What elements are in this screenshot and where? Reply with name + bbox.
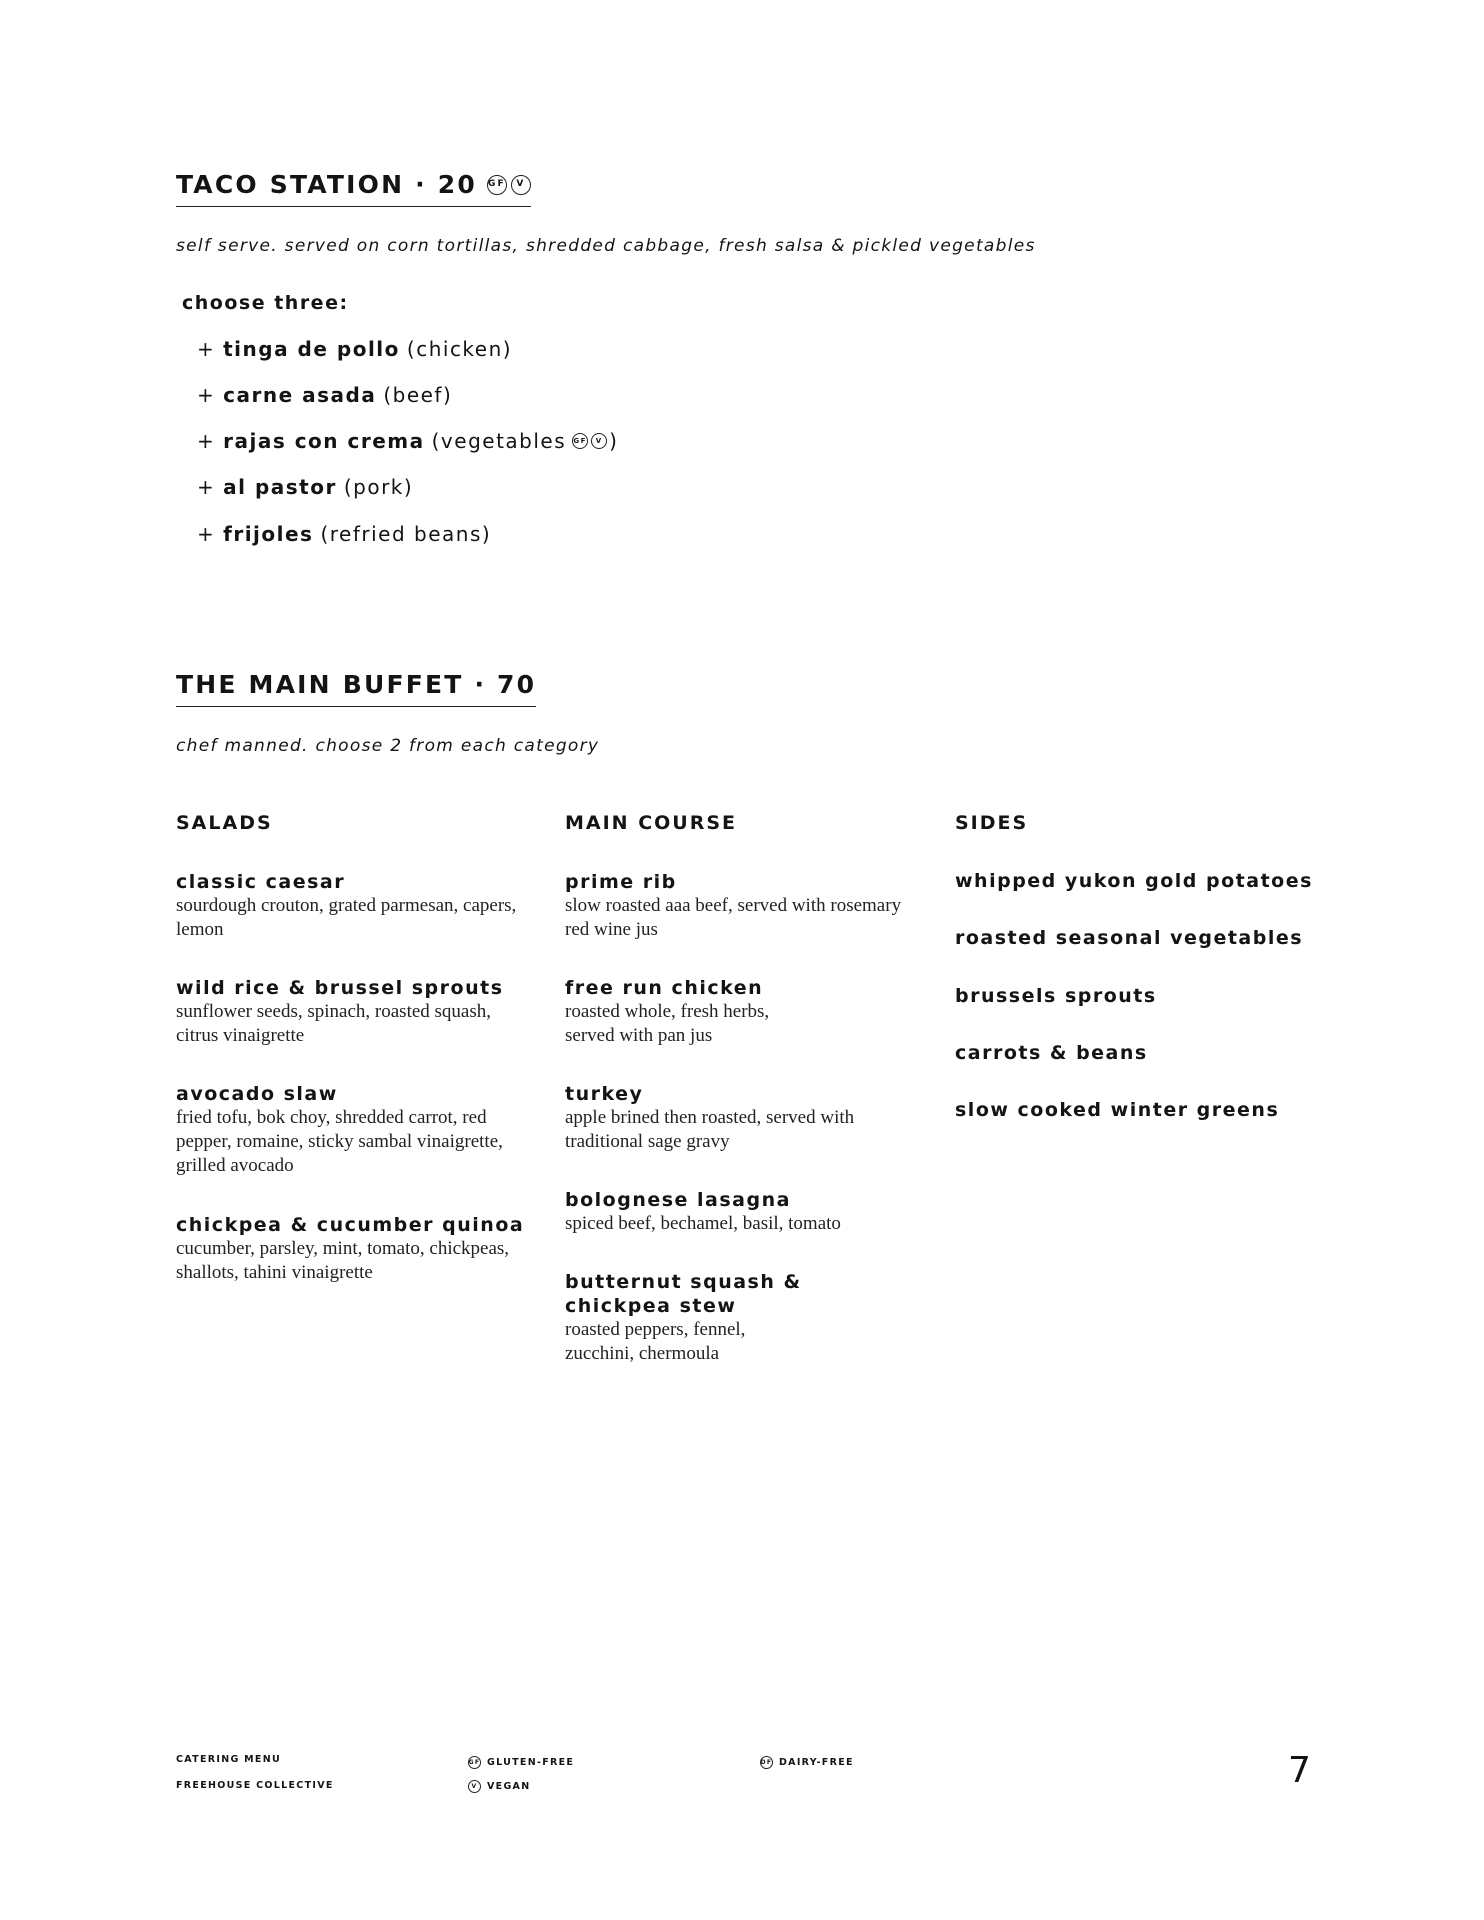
- vegan-icon: V: [511, 175, 531, 195]
- dish-description: fried tofu, bok choy, shredded carrot, red pepper, romaine, sticky sambal vinaigrette, grilled avocado: [176, 1107, 503, 1176]
- taco-option: [197, 383, 452, 407]
- dish-name: chickpea & cucumber quinoa: [176, 1214, 525, 1236]
- option-prefix: +: [197, 522, 216, 546]
- legend-label: VEGAN: [487, 1781, 531, 1792]
- sides-heading: SIDES: [955, 812, 1029, 834]
- salad-item: [176, 976, 536, 1048]
- option-extra: [432, 429, 619, 453]
- option-name: rajas con crema: [223, 429, 425, 453]
- choose-label: choose three:: [182, 292, 349, 314]
- main-course-item: [565, 1188, 925, 1236]
- dairy-free-icon: DF: [760, 1756, 773, 1769]
- dish-description: slow roasted aaa beef, served with rosemary red wine jus: [565, 895, 902, 940]
- main-buffet-title: THE MAIN BUFFET · 70: [176, 670, 537, 699]
- dish-name: bolognese lasagna: [565, 1189, 791, 1211]
- taco-station-title: TACO STATION · 20: [176, 170, 477, 199]
- taco-option: [197, 522, 491, 546]
- option-name: tinga de pollo: [223, 337, 400, 361]
- dish-name: free run chicken: [565, 977, 764, 999]
- dish-description: sourdough crouton, grated parmesan, capers, lemon: [176, 895, 517, 940]
- main-buffet-subtitle: chef manned. choose 2 from each category: [176, 736, 600, 756]
- side-item: brussels sprouts: [955, 985, 1157, 1007]
- vegan-icon: V: [591, 433, 607, 449]
- dish-description: cucumber, parsley, mint, tomato, chickpeas, shallots, tahini vinaigrette: [176, 1238, 510, 1283]
- taco-option: [197, 429, 618, 453]
- dish-description: sunflower seeds, spinach, roasted squash, citrus vinaigrette: [176, 1001, 492, 1046]
- gluten-free-icon: GF: [572, 433, 588, 449]
- option-extra: (beef): [383, 383, 453, 407]
- page-number: 7: [1288, 1750, 1311, 1791]
- dish-name: turkey: [565, 1083, 644, 1105]
- option-prefix: +: [197, 475, 216, 499]
- option-prefix: +: [197, 383, 216, 407]
- dish-description: roasted peppers, fennel, zucchini, chermoula: [565, 1319, 746, 1364]
- vegan-icon: V: [468, 1780, 481, 1793]
- salad-item: [176, 870, 536, 942]
- salad-item: [176, 1213, 536, 1285]
- legend-label: GLUTEN-FREE: [487, 1757, 575, 1768]
- dish-name: wild rice & brussel sprouts: [176, 977, 504, 999]
- legend-dairy-free: [760, 1756, 854, 1769]
- main-buffet-heading: [176, 670, 536, 707]
- option-prefix: +: [197, 337, 216, 361]
- gluten-free-icon: GF: [468, 1756, 481, 1769]
- footer-company-name: FREEHOUSE COLLECTIVE: [176, 1780, 334, 1791]
- dish-name: prime rib: [565, 871, 677, 893]
- option-extra-text: (vegetables: [431, 429, 567, 453]
- side-item: carrots & beans: [955, 1042, 1148, 1064]
- main-course-heading: MAIN COURSE: [565, 812, 738, 834]
- dish-description: roasted whole, fresh herbs, served with pan jus: [565, 1001, 770, 1046]
- option-extra: (refried beans): [320, 522, 492, 546]
- legend-label: DAIRY-FREE: [779, 1757, 854, 1768]
- option-badges: [572, 433, 607, 449]
- option-prefix: +: [197, 429, 216, 453]
- option-name: carne asada: [223, 383, 377, 407]
- salad-item: [176, 1082, 536, 1178]
- main-course-item: [565, 1270, 815, 1366]
- option-extra: (pork): [343, 475, 414, 499]
- dish-description: apple brined then roasted, served with traditional sage gravy: [565, 1107, 855, 1152]
- taco-station-heading: [176, 170, 531, 207]
- dish-name: butternut squash & chickpea stew: [565, 1271, 802, 1317]
- main-course-item: [565, 1082, 925, 1154]
- legend-vegan: [468, 1780, 530, 1793]
- footer-catering-menu: CATERING MENU: [176, 1754, 281, 1765]
- main-course-item: [565, 870, 925, 942]
- side-item: whipped yukon gold potatoes: [955, 870, 1313, 892]
- option-extra: (chicken): [406, 337, 513, 361]
- option-name: al pastor: [223, 475, 337, 499]
- main-course-item: [565, 976, 815, 1048]
- side-item: roasted seasonal vegetables: [955, 927, 1304, 949]
- gluten-free-icon: GF: [487, 175, 507, 195]
- taco-station-badges: [487, 175, 531, 195]
- dish-name: classic caesar: [176, 871, 346, 893]
- legend-gluten-free: [468, 1756, 574, 1769]
- side-item: slow cooked winter greens: [955, 1099, 1280, 1121]
- taco-station-subtitle: self serve. served on corn tortillas, shredded cabbage, fresh salsa & pickled vegetables: [176, 236, 1036, 256]
- salads-heading: SALADS: [176, 812, 273, 834]
- taco-option: [197, 475, 413, 499]
- dish-name: avocado slaw: [176, 1083, 338, 1105]
- option-extra-close: ): [609, 429, 619, 453]
- dish-description: spiced beef, bechamel, basil, tomato: [565, 1213, 841, 1234]
- taco-option: [197, 337, 512, 361]
- option-name: frijoles: [223, 522, 314, 546]
